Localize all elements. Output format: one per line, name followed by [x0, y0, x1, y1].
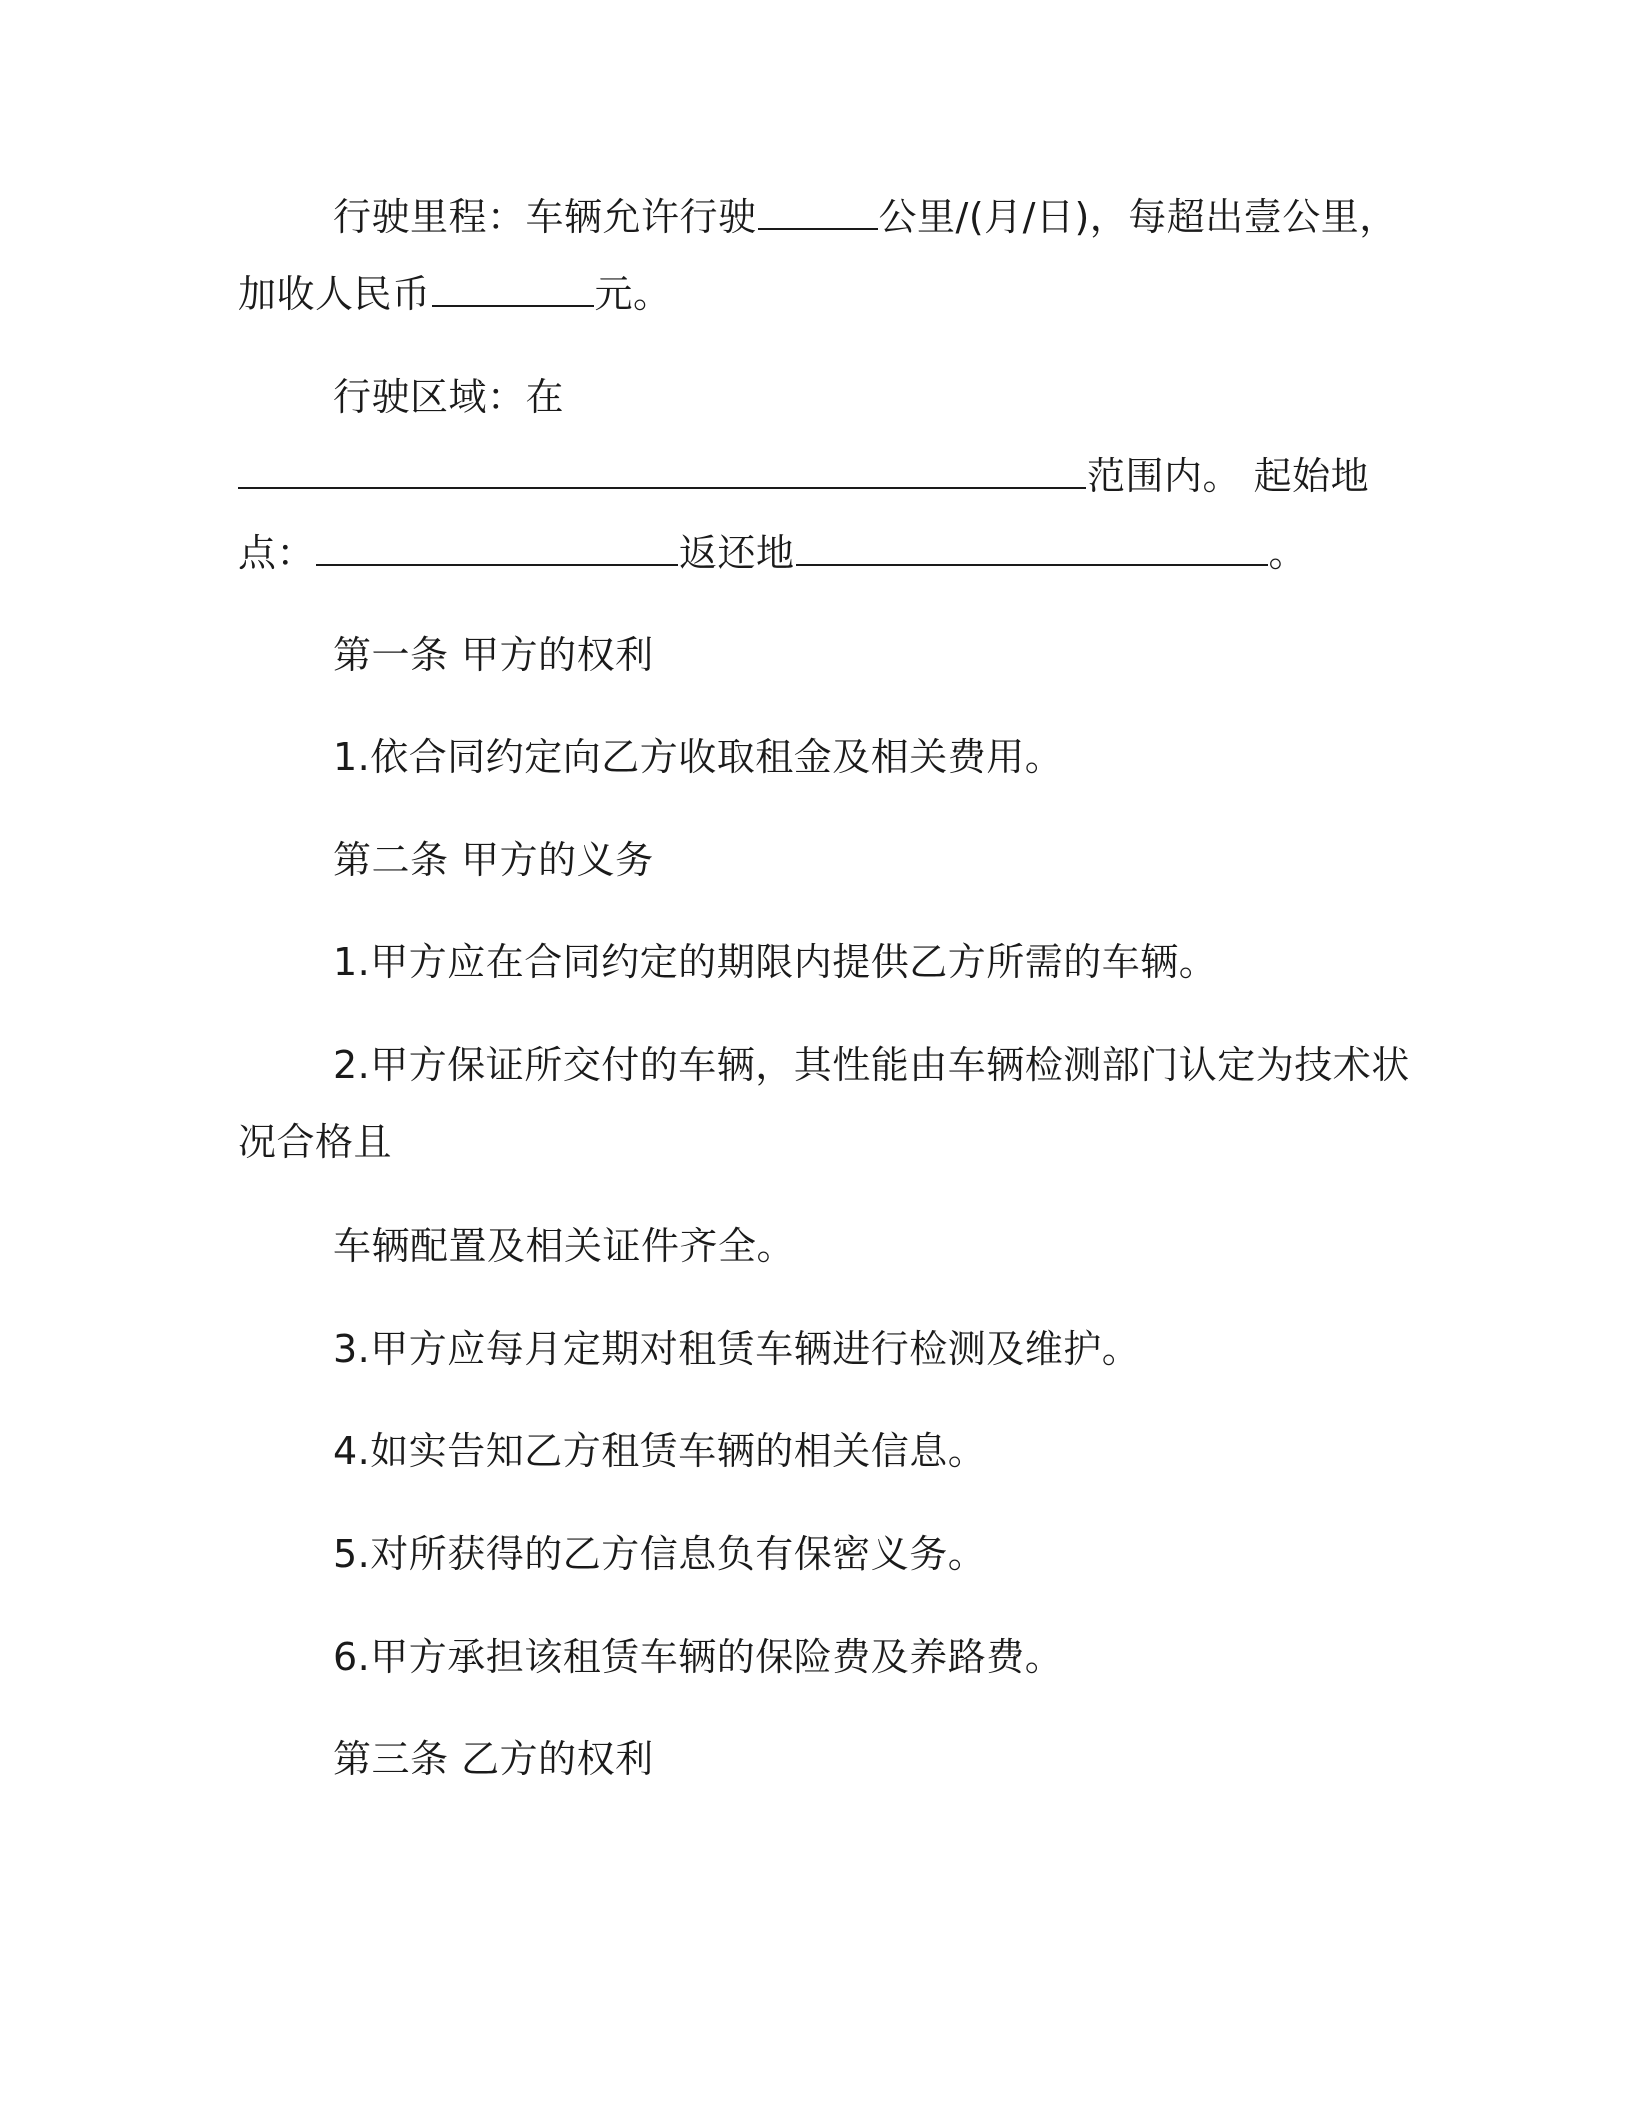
article-1-heading: 第一条 甲方的权利 — [333, 633, 654, 677]
region-line-1 — [333, 372, 564, 422]
region-area-blank — [238, 453, 1086, 489]
article-2-item-3: 3.甲方应每月定期对租赁车辆进行检测及维护。 — [333, 1327, 1141, 1371]
article-2-item-2-line-1: 2.甲方保证所交付的车辆，其性能由车辆检测部门认定为技术状 — [333, 1043, 1410, 1087]
region-text-3c: 。 — [1268, 531, 1308, 575]
mileage-text-1b: 公里/(月/日)，每超出壹公里， — [878, 195, 1398, 239]
region-text-3b: 返还地 — [679, 531, 795, 575]
article-2-item-4: 4.如实告知乙方租赁车辆的相关信息。 — [333, 1429, 987, 1473]
article-3-heading: 第三条 乙方的权利 — [333, 1737, 654, 1781]
mileage-text-1a: 行驶里程：车辆允许行驶 — [333, 195, 757, 239]
mileage-km-blank — [758, 194, 878, 230]
region-text-1: 行驶区域：在 — [333, 375, 565, 419]
mileage-fee-blank — [432, 271, 594, 307]
mileage-text-2a: 加收人民币 — [238, 272, 431, 316]
article-2-heading: 第二条 甲方的义务 — [333, 838, 654, 882]
region-text-3a: 点： — [238, 531, 316, 575]
mileage-line-1 — [333, 192, 1398, 242]
mileage-line-2 — [238, 269, 672, 319]
article-2-item-2-cont: 车辆配置及相关证件齐全。 — [333, 1224, 796, 1268]
article-2-item-2-line-2: 况合格且 — [238, 1120, 393, 1164]
article-1-item-1: 1.依合同约定向乙方收取租金及相关费用。 — [333, 735, 1064, 779]
return-location-blank — [796, 530, 1268, 566]
region-line-2 — [238, 451, 1369, 501]
article-2-item-6: 6.甲方承担该租赁车辆的保险费及养路费。 — [333, 1635, 1064, 1679]
mileage-text-2b: 元。 — [594, 272, 672, 316]
article-2-item-5: 5.对所获得的乙方信息负有保密义务。 — [333, 1532, 987, 1576]
start-location-blank — [316, 530, 678, 566]
region-text-2: 范围内。 起始地 — [1087, 454, 1370, 498]
region-line-3 — [238, 528, 1307, 578]
article-2-item-1: 1.甲方应在合同约定的期限内提供乙方所需的车辆。 — [333, 940, 1218, 984]
